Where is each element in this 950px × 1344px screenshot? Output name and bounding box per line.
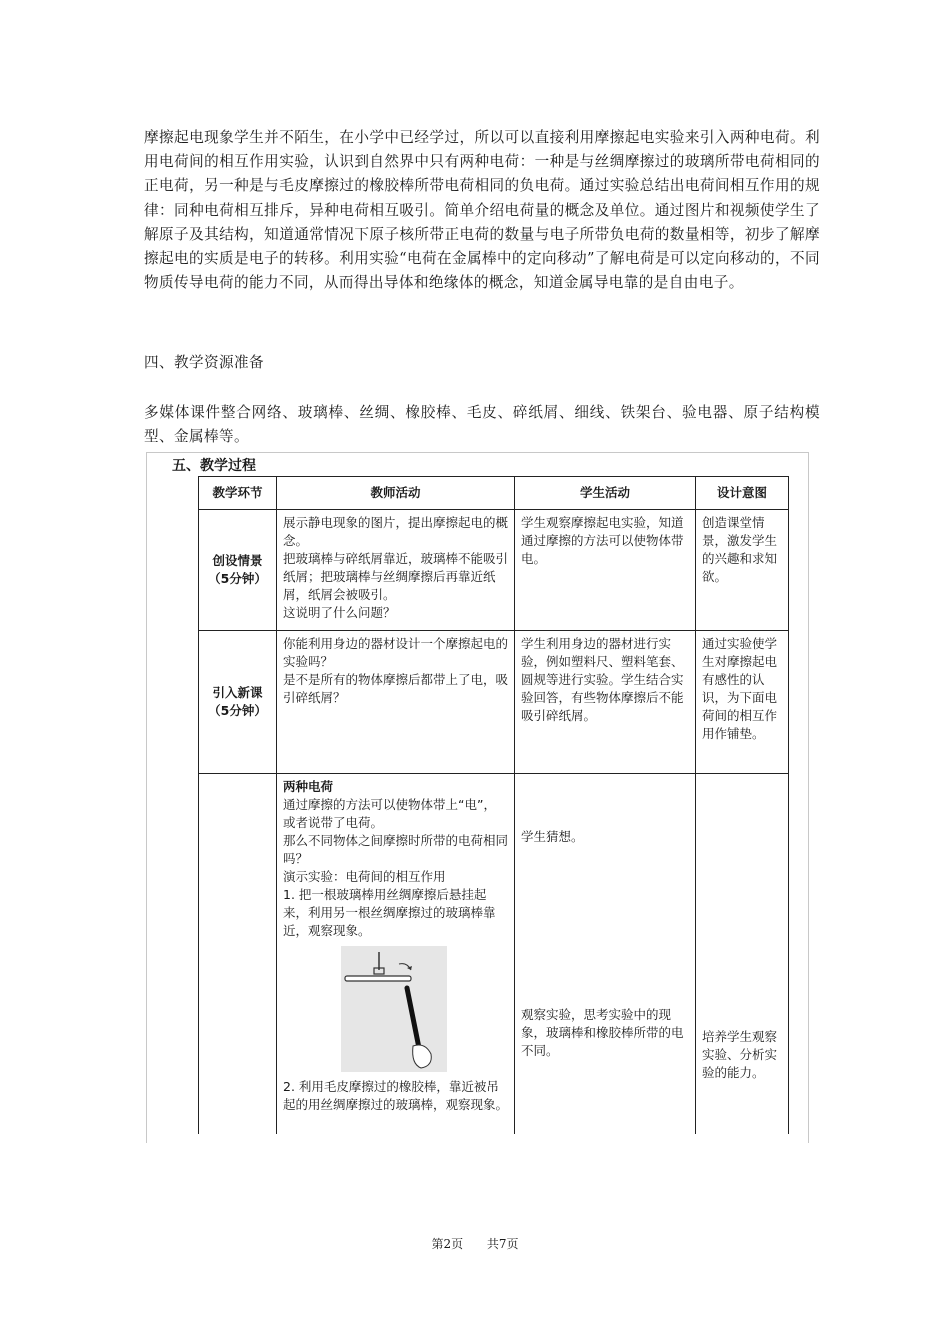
teacher-line: 演示实验：电荷间的相互作用 <box>283 869 446 884</box>
stage-cell <box>199 774 277 1135</box>
student-observe: 观察实验，思考实验中的现象，玻璃棒和橡胶棒所带的电不同。 <box>521 1007 684 1058</box>
table-row <box>199 510 789 631</box>
teacher-line: 展示静电现象的图片，提出摩擦起电的概念。 <box>283 515 509 548</box>
student-cell: 学生利用身边的器材进行实验，例如塑料尺、塑料笔套、圆规等进行实验。学生结合实验回答，有些物体摩擦后不能吸引碎纸屑。 <box>515 631 696 774</box>
stage-cell: 创设情景（5分钟） <box>199 510 277 631</box>
teacher-line: 把玻璃棒与碎纸屑靠近，玻璃棒不能吸引纸屑；把玻璃棒与丝绸摩擦后再靠近纸屑，纸屑会被吸引。 <box>283 551 509 602</box>
student-guess: 学生猜想。 <box>521 829 584 844</box>
student-cell: 学生观察摩擦起电实验，知道通过摩擦的方法可以使物体带电。 <box>515 510 696 631</box>
header-teacher: 教师活动 <box>277 477 515 510</box>
teacher-cell <box>277 631 515 774</box>
intent-text: 培养学生观察实验、分析实验的能力。 <box>702 1029 778 1080</box>
teacher-line: 通过摩擦的方法可以使物体带上“电”，或者说带了电荷。 <box>283 797 496 830</box>
stage-cell: 引入新课（5分钟） <box>199 631 277 774</box>
teacher-line: 那么不同物体之间摩擦时所带的电荷相同吗？ <box>283 833 509 866</box>
header-stage: 教学环节 <box>199 477 277 510</box>
teacher-line: 这说明了什么问题？ <box>283 605 396 620</box>
teacher-cell <box>277 510 515 631</box>
teaching-process-table <box>198 476 789 1134</box>
resources-paragraph: 多媒体课件整合网络、玻璃棒、丝绸、橡胶棒、毛皮、碎纸屑、细线、铁架台、验电器、原子结构模型、金属棒等。 <box>144 404 820 446</box>
teacher-line: 你能利用身边的器材设计一个摩擦起电的实验吗？ <box>283 636 509 669</box>
section-4-heading: 四、教学资源准备 <box>144 354 264 371</box>
student-cell <box>515 774 696 1135</box>
page-footer <box>0 1235 950 1252</box>
teacher-cell <box>277 774 515 1135</box>
table-row <box>199 774 789 1135</box>
intent-cell <box>696 774 789 1135</box>
section-5-heading: 五、教学过程 <box>172 458 256 474</box>
header-student: 学生活动 <box>515 477 696 510</box>
header-intent: 设计意图 <box>696 477 789 510</box>
intro-paragraph: 摩擦起电现象学生并不陌生，在小学中已经学过，所以可以直接利用摩擦起电实验来引入两种电荷。利用电荷间的相互作用实验，认识到自然界中只有两种电荷：一种是与丝绸摩擦过的玻璃所带电荷相同的正电荷，另一种是与毛皮摩擦过的橡胶棒所带电荷相同的负电荷。通过实验总结出电荷间相互作用的规律：同种电荷相互排斥，异种电荷相互吸引。简单介绍电荷量的概念及单位。通过图片和视频使学生了解原子及其结构，知道通常情况下原子核所带正电荷的数量与电子所带负电荷的数量相等，初步了解摩擦起电的实质是电子的转移。利用实验“电荷在金属棒中的定向移动”了解电荷是可以定向移动的，不同物质传导电荷的能力不同，从而得出导体和绝缘体的概念，知道金属导电靠的是自由电子。 <box>144 129 820 292</box>
page-total: 共7页 <box>486 1237 519 1251</box>
teacher-title: 两种电荷 <box>283 779 334 794</box>
teacher-line: 是不是所有的物体摩擦后都带上了电，吸引碎纸屑？ <box>283 672 509 705</box>
teacher-line: 1. 把一根玻璃棒用丝绸摩擦后悬挂起来，利用另一根丝绸摩擦过的玻璃棒靠近，观察现象。 <box>283 887 496 938</box>
teacher-line: 2. 利用毛皮摩擦过的橡胶棒，靠近被吊起的用丝绸摩擦过的玻璃棒，观察现象。 <box>283 1079 509 1112</box>
intent-cell: 通过实验使学生对摩擦起电有感性的认识，为下面电荷间的相互作用作铺垫。 <box>696 631 789 774</box>
table-header-row <box>199 477 789 510</box>
page-number: 第2页 <box>431 1237 464 1251</box>
experiment-figure <box>341 946 447 1072</box>
intent-cell: 创造课堂情景，激发学生的兴趣和求知欲。 <box>696 510 789 631</box>
table-row <box>199 631 789 774</box>
